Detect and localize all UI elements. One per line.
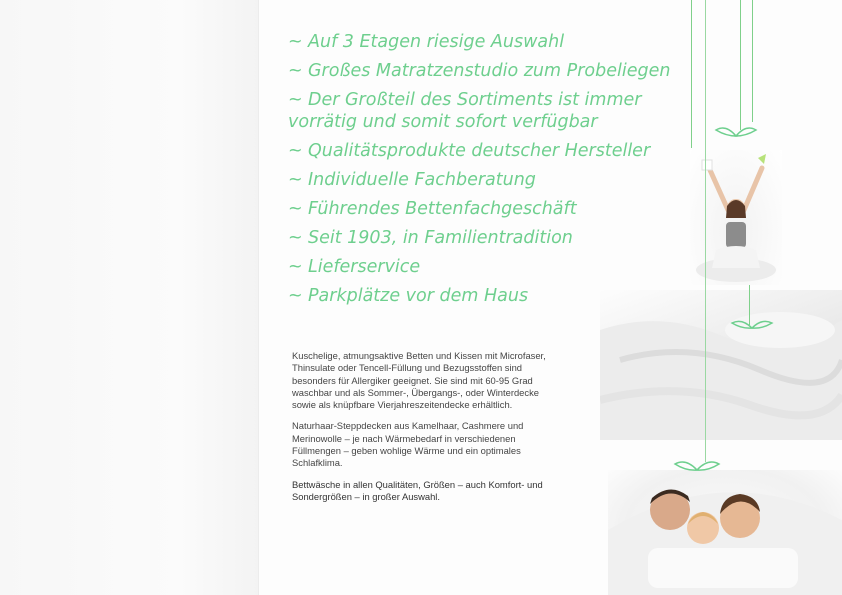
woman-illustration: [690, 150, 782, 285]
woman-stretching-photo: [690, 150, 782, 285]
feature-item: ~ Führendes Bettenfachgeschäft: [288, 198, 577, 219]
feature-item: ~ Auf 3 Etagen riesige Auswahl: [288, 32, 565, 52]
bedding-illustration: [600, 290, 842, 440]
feature-item: ~ Großes Matratzenstudio zum Probeliegen: [288, 61, 671, 81]
family-photo: [608, 470, 842, 595]
paragraph-bedding: Kuschelige, atmungsaktive Betten und Kissen mit Microfaser, Thinsulate oder Tencell-Füllung und Bezugsstoffen sind besonders für Allergiker geeignet. Sie sind mit 60-95 Grad waschbar und als Sommer-, Übergangs-, oder Winterdecke sowie als knüpfbare Vierjahreszeitendecke erhältlich.: [292, 350, 546, 411]
family-illustration: [608, 470, 842, 595]
feature-list: [288, 32, 708, 315]
feature-item: ~ Lieferservice: [288, 256, 421, 277]
paragraph-natural-hair: Naturhaar-Steppdecken aus Kamelhaar, Cashmere und Merinowolle – je nach Wärmebedarf in verschiedenen Füllmengen – geben wohlige Wärme und ein optimales Schlafklima.: [292, 420, 524, 469]
feature-item: ~ Individuelle Fachberatung: [288, 169, 536, 190]
vine-line: [705, 0, 706, 462]
vine-line: [740, 0, 741, 130]
feature-item: ~ Seit 1903, in Familientradition: [288, 227, 573, 248]
vine-line: [691, 0, 692, 148]
page-fold-line: [258, 0, 259, 595]
leaf-icon: [672, 456, 722, 478]
paragraph-bed-linen: Bettwäsche in allen Qualitäten, Größen – auch Komfort- und Sondergrößen – in großer Auswahl.: [292, 478, 543, 502]
feature-item: ~ Der Großteil des Sortiments ist immer vorrätig und somit sofort verfügbar: [288, 90, 642, 132]
feature-item: ~ Qualitätsprodukte deutscher Hersteller: [288, 140, 651, 161]
feature-item: ~ Parkplätze vor dem Haus: [288, 285, 529, 306]
leaf-icon: [712, 122, 760, 142]
vine-line: [752, 0, 753, 60]
description-text: [292, 350, 554, 512]
left-blank-panel: [0, 0, 258, 595]
bedding-photo: [600, 290, 842, 440]
leaf-icon: [730, 316, 774, 336]
